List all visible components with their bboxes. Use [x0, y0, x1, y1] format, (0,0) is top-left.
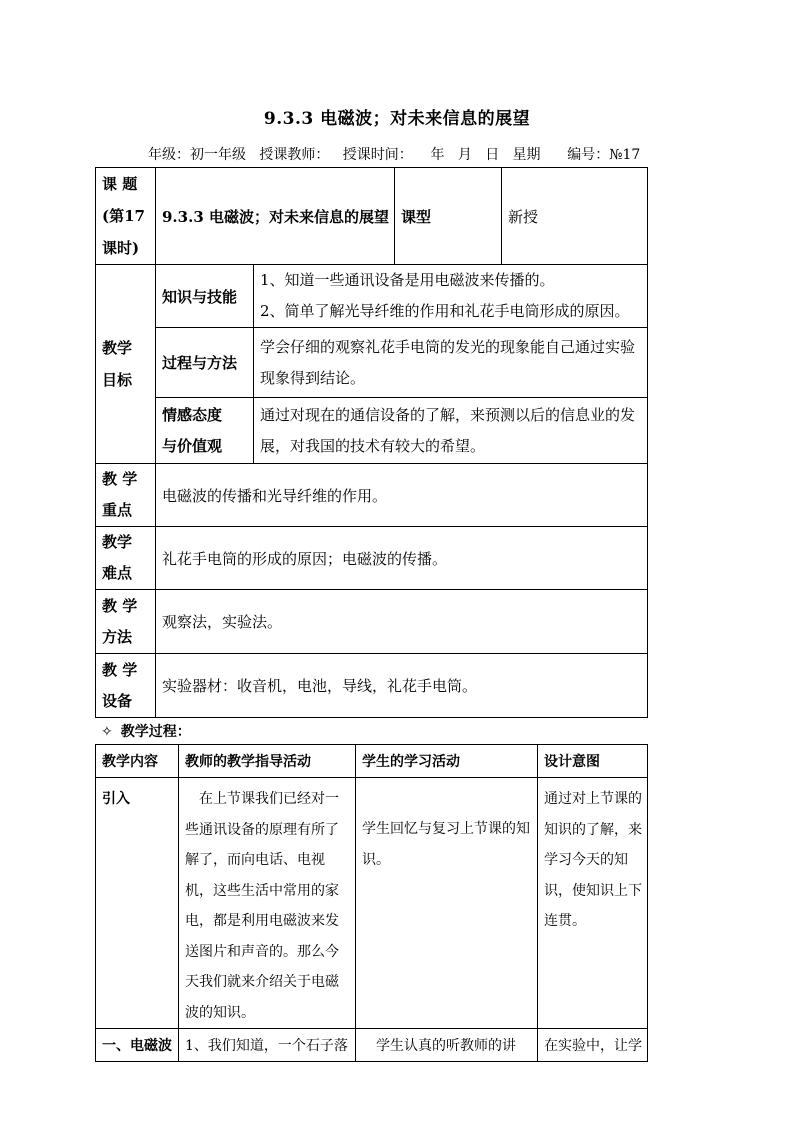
teaching-process-table — [95, 744, 648, 1062]
process-heading: ✧ 教学过程： — [101, 724, 191, 740]
lesson-meta-line: 年级：初一年级 授课教师： 授课时间： 年 月 日 星期 编号：№17 — [148, 147, 641, 163]
goal-label-emotion: 情感态度 与价值观 — [156, 398, 254, 464]
goal-label-process: 过程与方法 — [156, 328, 254, 398]
difficulty-label: 教学 难点 — [96, 527, 156, 590]
focus-label: 教 学 重点 — [96, 464, 156, 527]
row-intent: 通过对上节课的知识的了解，来学习今天的知识，使知识上下连贯。 — [538, 778, 648, 1029]
method-text: 观察法，实验法。 — [156, 590, 648, 654]
row-student: 学生回忆与复习上节课的知识。 — [356, 778, 538, 1029]
goal-text-process: 学会仔细的观察礼花手电筒的发光的现象能自己通过实验现象得到结论。 — [254, 328, 648, 398]
header-student: 学生的学习活动 — [356, 745, 538, 778]
page-title: 9.3.3 电磁波；对未来信息的展望 — [263, 109, 531, 129]
row-teacher: 在上节课我们已经对一些通讯设备的原理有所了解了，而向电话、电视机，这些生活中常用的家电，都是利用电磁波来发送图片和声音的。那么今天我们就来介绍关于电磁波的知识。 — [179, 778, 356, 1029]
header-intent: 设计意图 — [538, 745, 648, 778]
row-teacher: 1、我们知道，一个石子落 — [179, 1029, 356, 1062]
lesson-info-table — [95, 167, 648, 718]
goal-text-knowledge: 1、知道一些通讯设备是用电磁波来传播的。 2、简单了解光导纤维的作用和礼花手电筒形成的原因。 — [254, 265, 648, 328]
row-intent: 在实验中，让学 — [538, 1029, 648, 1062]
type-label: 课型 — [395, 168, 502, 265]
equipment-text: 实验器材：收音机，电池，导线，礼花手电筒。 — [156, 654, 648, 718]
header-teacher: 教师的教学指导活动 — [179, 745, 356, 778]
type-value: 新授 — [502, 168, 648, 265]
goal-label-knowledge: 知识与技能 — [156, 265, 254, 328]
difficulty-text: 礼花手电筒的形成的原因；电磁波的传播。 — [156, 527, 648, 590]
row-content: 引入 — [96, 778, 179, 1029]
equipment-label: 教 学 设备 — [96, 654, 156, 718]
row-student: 学生认真的听教师的讲 — [356, 1029, 538, 1062]
topic-label: 课 题 (第17 课时) — [96, 168, 156, 265]
goals-label: 教学 目标 — [96, 265, 156, 464]
focus-text: 电磁波的传播和光导纤维的作用。 — [156, 464, 648, 527]
header-content: 教学内容 — [96, 745, 179, 778]
row-content: 一、电磁波 — [96, 1029, 179, 1062]
goal-text-emotion: 通过对现在的通信设备的了解，来预测以后的信息业的发展，对我国的技术有较大的希望。 — [254, 398, 648, 464]
diamond-bullet-icon: ✧ — [101, 724, 113, 740]
method-label: 教 学 方法 — [96, 590, 156, 654]
topic-value: 9.3.3 电磁波；对未来信息的展望 — [156, 168, 395, 265]
